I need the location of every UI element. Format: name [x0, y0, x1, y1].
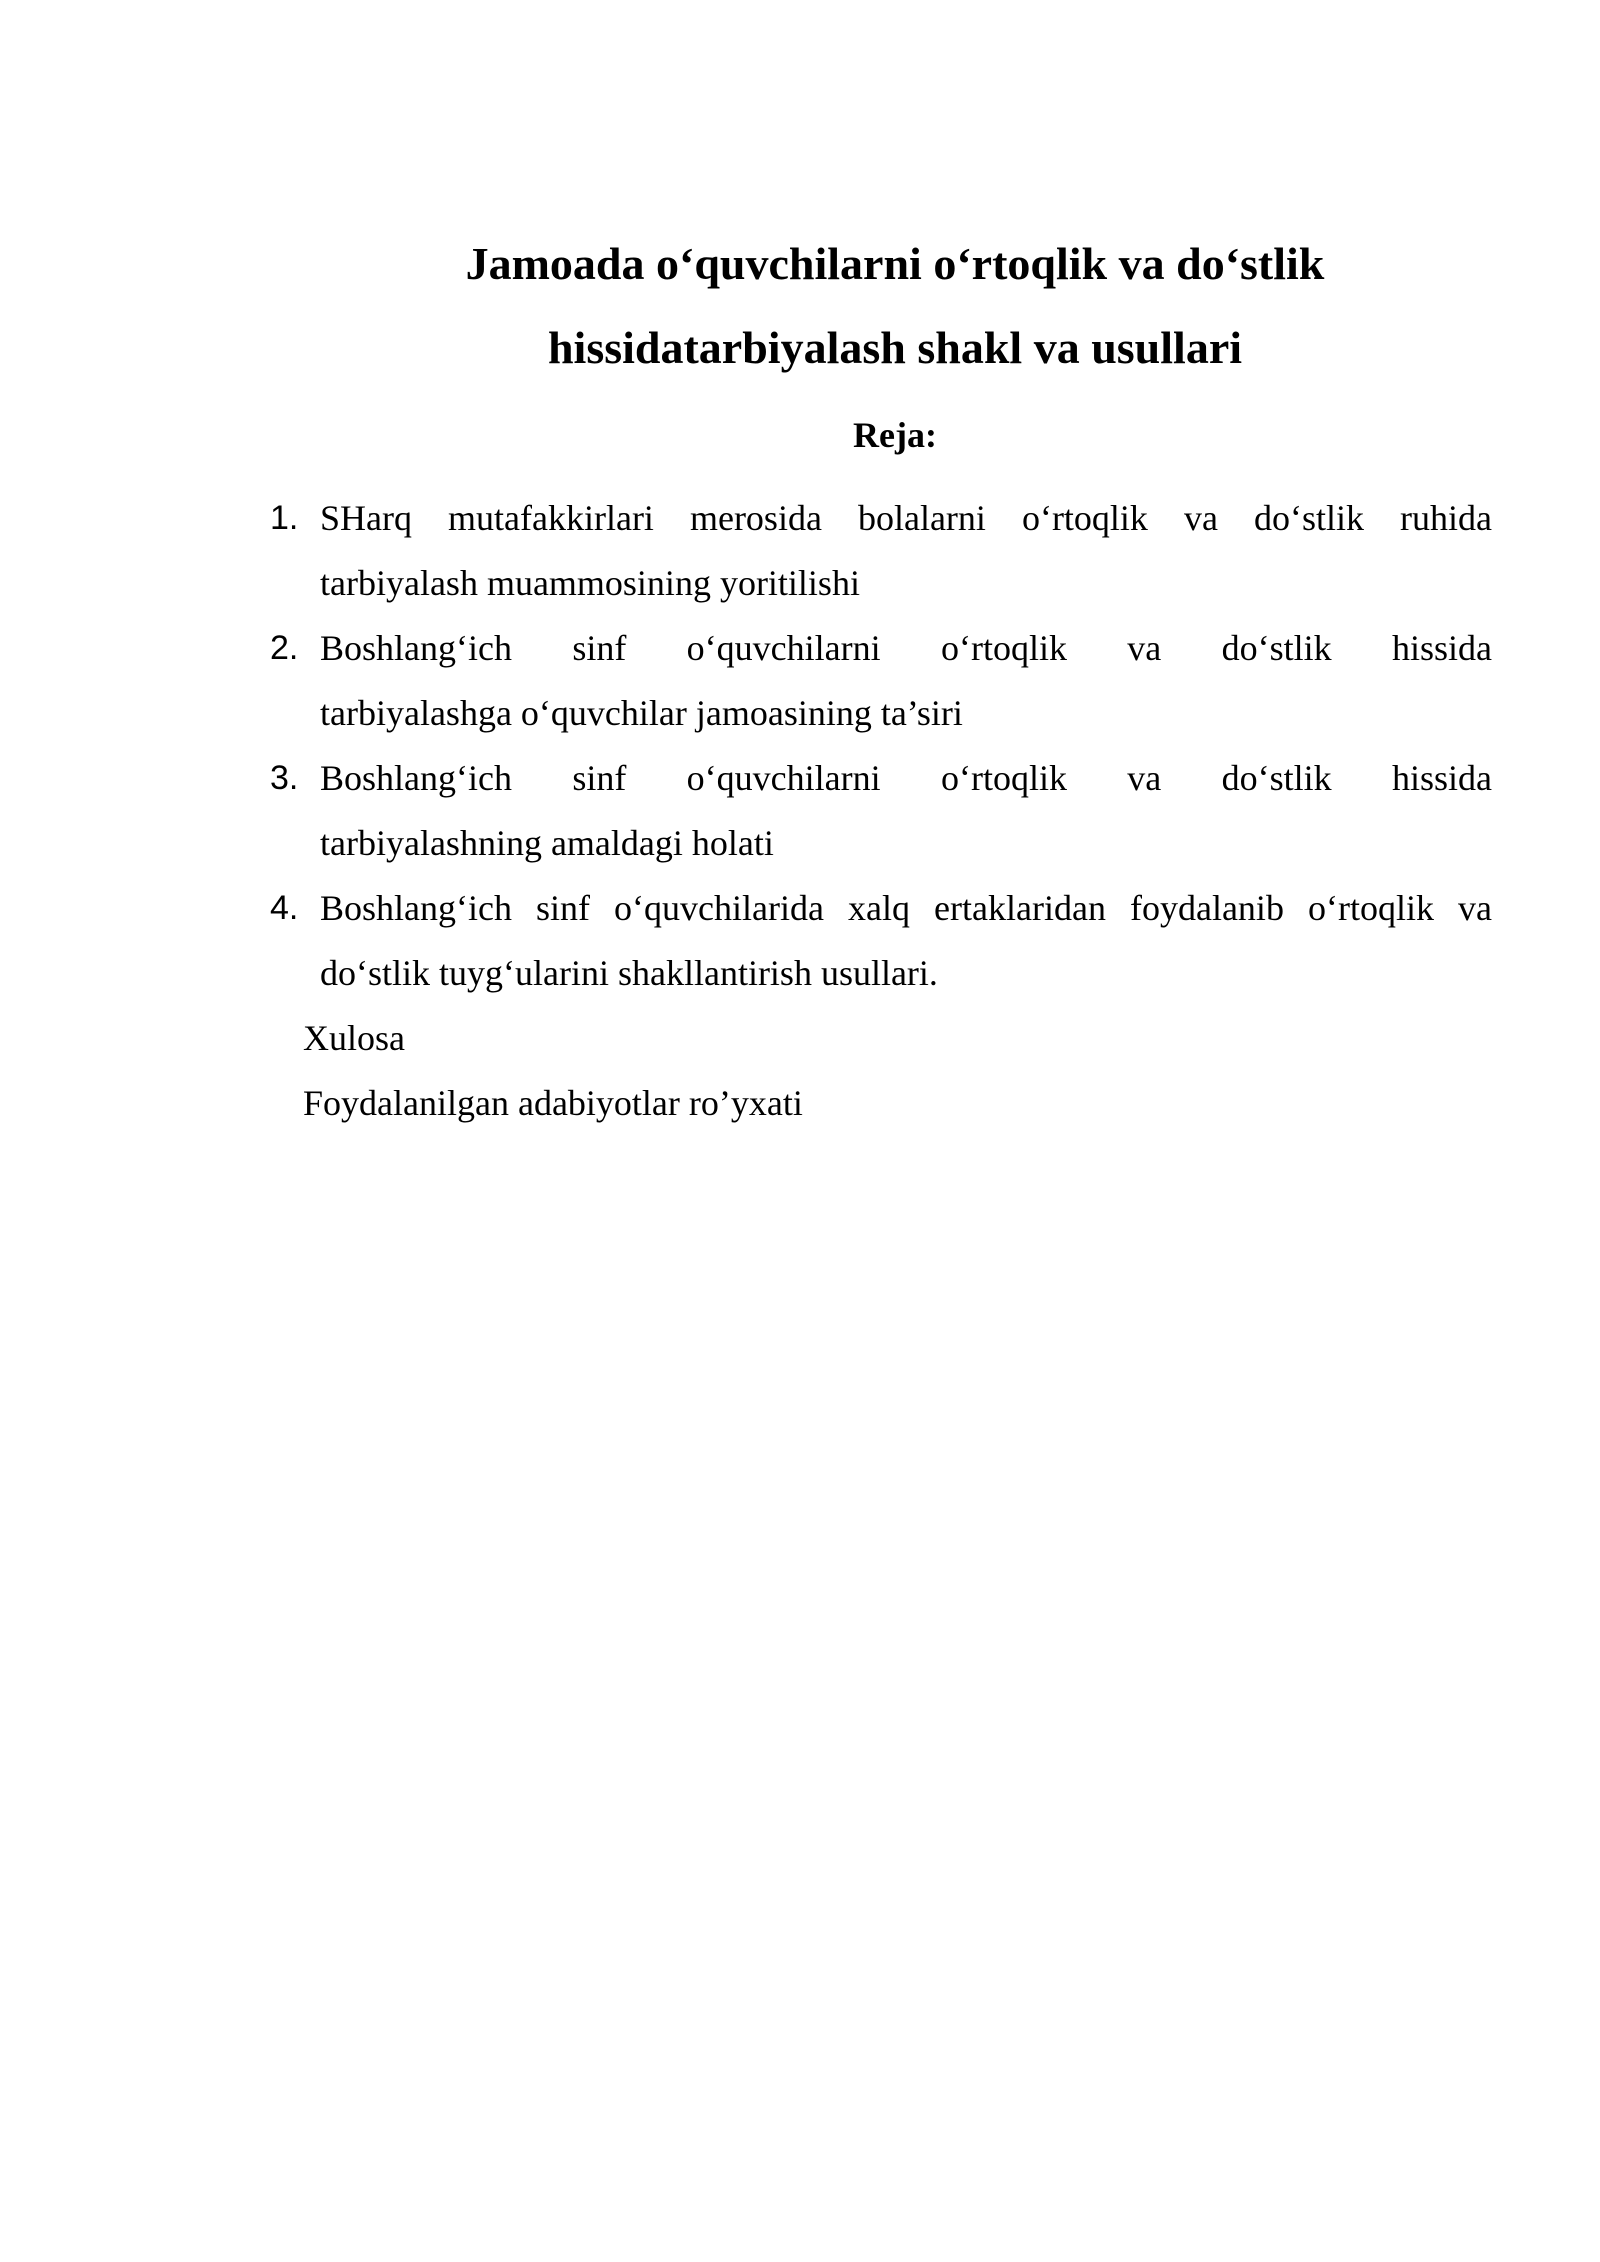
title-line-2: hissidatarbiyalash shakl va usullari [547, 322, 1243, 373]
plan-item-number: 1. [270, 499, 299, 537]
plan-item-text-line-1: Boshlang‘ich sinf o‘quvchilarni o‘rtoqlik va do‘stlik hissida [320, 628, 1492, 668]
plan-item-text-line-2: tarbiyalashga o‘quvchilar jamoasining ta’siri [320, 693, 963, 733]
document-title [300, 222, 1490, 390]
plan-item [270, 746, 1492, 876]
plan-item-text-line-1: Boshlang‘ich sinf o‘quvchilarni o‘rtoqlik va do‘stlik hissida [320, 758, 1492, 798]
plan-item-number: 2. [270, 629, 299, 667]
plan-item-text-line-2: tarbiyalash muammosining yoritilishi [320, 563, 860, 603]
plan-item-text-line-2: do‘stlik tuyg‘ularini shakllantirish usullari. [320, 953, 938, 993]
conclusion-entry: Xulosa [303, 1018, 405, 1058]
plan-item-number: 3. [270, 759, 299, 797]
plan-item [270, 876, 1492, 1006]
references-entry: Foydalanilgan adabiyotlar ro’yxati [303, 1083, 803, 1123]
plan-item-text-line-1: Boshlang‘ich sinf o‘quvchilarida xalq ertaklaridan foydalanib o‘rtoqlik va [320, 888, 1492, 928]
plan-item-number: 4. [270, 889, 299, 927]
plan-list [270, 486, 1492, 1006]
title-line-1: Jamoada o‘quvchilarni o‘rtoqlik va do‘stlik [465, 238, 1325, 289]
plan-item [270, 616, 1492, 746]
plan-heading: Reja: [853, 415, 937, 455]
plan-item [270, 486, 1492, 616]
plan-item-text-line-1: SHarq mutafakkirlari merosida bolalarni o‘rtoqlik va do‘stlik ruhida [320, 498, 1492, 538]
plan-item-text-line-2: tarbiyalashning amaldagi holati [320, 823, 774, 863]
